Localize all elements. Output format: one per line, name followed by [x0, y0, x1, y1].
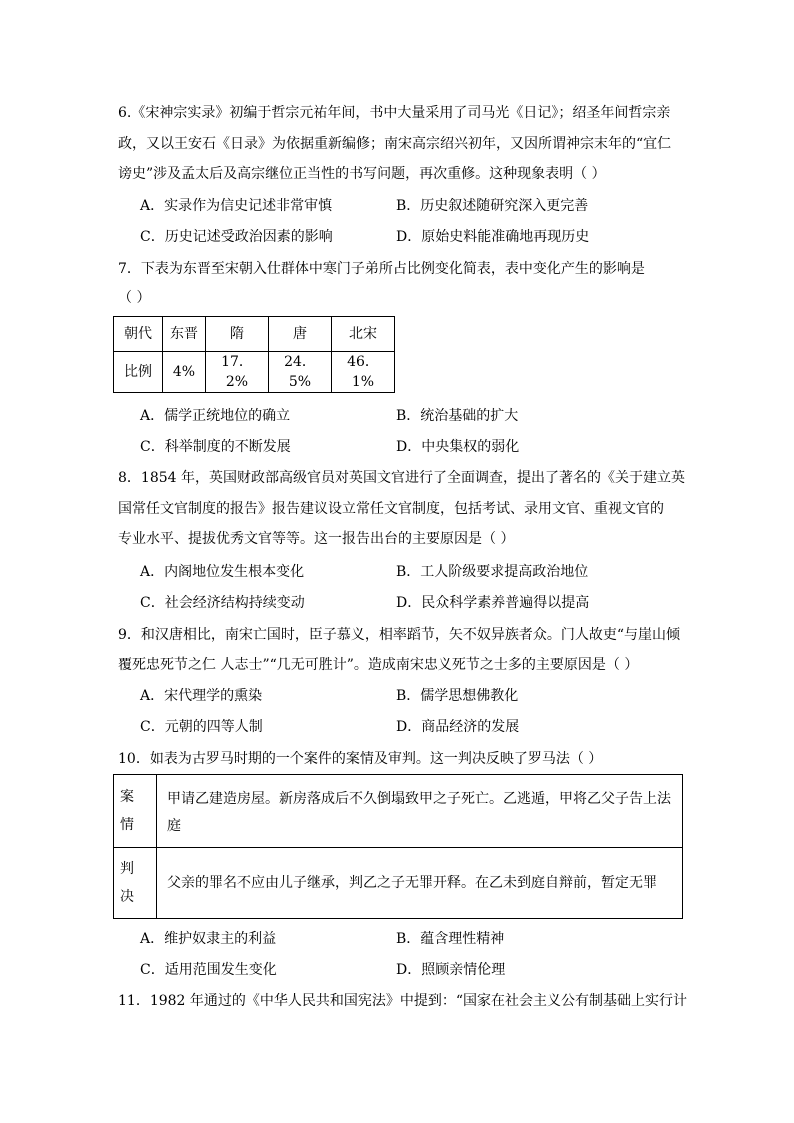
- q9-line-2: 覆死忠死节之仁 人志士”“几无可胜计”。造成南宋忠义死节之士多的主要原因是（ ）: [118, 657, 639, 673]
- q8-line-2: 国常任文官制度的报告》报告建议设立常任文官制度，包括考试、录用文官、重视文官的: [118, 501, 664, 517]
- q11-line-1: 11．1982 年通过的《中华人民共和国宪法》中提到：“国家在社会主义公有制基础上实行计: [118, 993, 688, 1009]
- q7-line-2: （ ）: [118, 290, 151, 306]
- q8-option-b: B．工人阶级要求提高政治地位: [396, 564, 589, 580]
- q10-case-text-line: 甲请乙建造房屋。新房落成后不久倒塌致甲之子死亡。乙逃遁，甲将乙父子告上法: [167, 791, 671, 807]
- q6-option-c: C．历史记述受政治因素的影响: [140, 229, 333, 245]
- q6-line-2: 政，又以王安石《日录》为依据重新编修；南宋高宗绍兴初年，又因所谓神宗末年的“宜仁: [118, 136, 672, 152]
- q7-option-b: B．统治基础的扩大: [396, 408, 519, 424]
- q10-case-text: [157, 775, 683, 848]
- q6-option-a: A．实录作为信史记述非常审慎: [140, 198, 333, 214]
- q9-option-a: A．宋代理学的熏染: [140, 688, 263, 704]
- q7-table-cell: 唐: [269, 317, 332, 352]
- q7-line-1: 7．下表为东晋至宋朝入仕群体中寒门子弟所占比例变化简表，表中变化产生的影响是: [118, 261, 645, 277]
- q10-option-c: C．适用范围发生变化: [140, 962, 277, 978]
- q10-option-d: D．照顾亲情伦理: [396, 962, 506, 978]
- q10-option-b: B．蕴含理性精神: [396, 931, 505, 947]
- q7-table-cell: 46．1%: [332, 352, 395, 393]
- q10-verdict-label: 判 决: [114, 848, 157, 919]
- q7-table-value-row: [114, 352, 395, 393]
- q9-line-1: 9．和汉唐相比，南宋亡国时，臣子慕义，相率蹈节，矢不奴异族者众。门人故吏“与崖山倾: [118, 627, 681, 643]
- q7-option-d: D．中央集权的弱化: [396, 439, 520, 455]
- q6-line-3: 谤史”涉及孟太后及高宗继位正当性的书写问题，再次重修。这种现象表明（ ）: [118, 166, 606, 182]
- q6-line-1: 6.《宋神宗实录》初编于哲宗元祐年间，书中大量采用了司马光《日记》；绍圣年间哲宗亲: [118, 105, 671, 121]
- q10-line-1: 10．如表为古罗马时期的一个案件的案情及审判。这一判决反映了罗马法（ ）: [118, 751, 603, 767]
- q7-table-cell: 比例: [114, 352, 163, 393]
- q6-option-d: D．原始史料能准确地再现历史: [396, 229, 590, 245]
- q9-option-d: D．商品经济的发展: [396, 719, 520, 735]
- q10-verdict-text: 父亲的罪名不应由儿子继承，判乙之子无罪开释。在乙未到庭自辩前，暂定无罪: [157, 848, 683, 919]
- q10-case-label: 案 情: [114, 775, 157, 848]
- q10-table: [113, 774, 683, 919]
- q7-option-c: C．科举制度的不断发展: [140, 439, 291, 455]
- q7-table-cell: 隋: [206, 317, 269, 352]
- q7-option-a: A．儒学正统地位的确立: [140, 408, 291, 424]
- q8-line-3: 专业水平、提拔优秀文官等等。这一报告出台的主要原因是（ ）: [118, 531, 515, 547]
- q7-table-cell: 24．5%: [269, 352, 332, 393]
- q7-table-cell: 东晋: [163, 317, 206, 352]
- q8-option-a: A．内阁地位发生根本变化: [140, 564, 305, 580]
- q6-option-b: B．历史叙述随研究深入更完善: [396, 198, 589, 214]
- q8-option-d: D．民众科学素养普遍得以提高: [396, 595, 590, 611]
- q7-table-cell: 4%: [163, 352, 206, 393]
- q8-option-c: C．社会经济结构持续变动: [140, 595, 305, 611]
- q10-verdict-row: [114, 848, 683, 919]
- q10-option-a: A．维护奴隶主的利益: [140, 931, 277, 947]
- q10-case-text-line: 庭: [167, 818, 181, 834]
- q8-line-1: 8．1854 年，英国财政部高级官员对英国文官进行了全面调查，提出了著名的《关于建立英: [118, 470, 685, 486]
- q9-option-b: B．儒学思想佛教化: [396, 688, 519, 704]
- q7-table-header-row: [114, 317, 395, 352]
- q7-table: [113, 316, 395, 393]
- q7-table-cell: 北宋: [332, 317, 395, 352]
- q7-table-cell: 朝代: [114, 317, 163, 352]
- q10-case-row: [114, 775, 683, 848]
- q9-option-c: C．元朝的四等人制: [140, 719, 263, 735]
- q7-table-cell: 17．2%: [206, 352, 269, 393]
